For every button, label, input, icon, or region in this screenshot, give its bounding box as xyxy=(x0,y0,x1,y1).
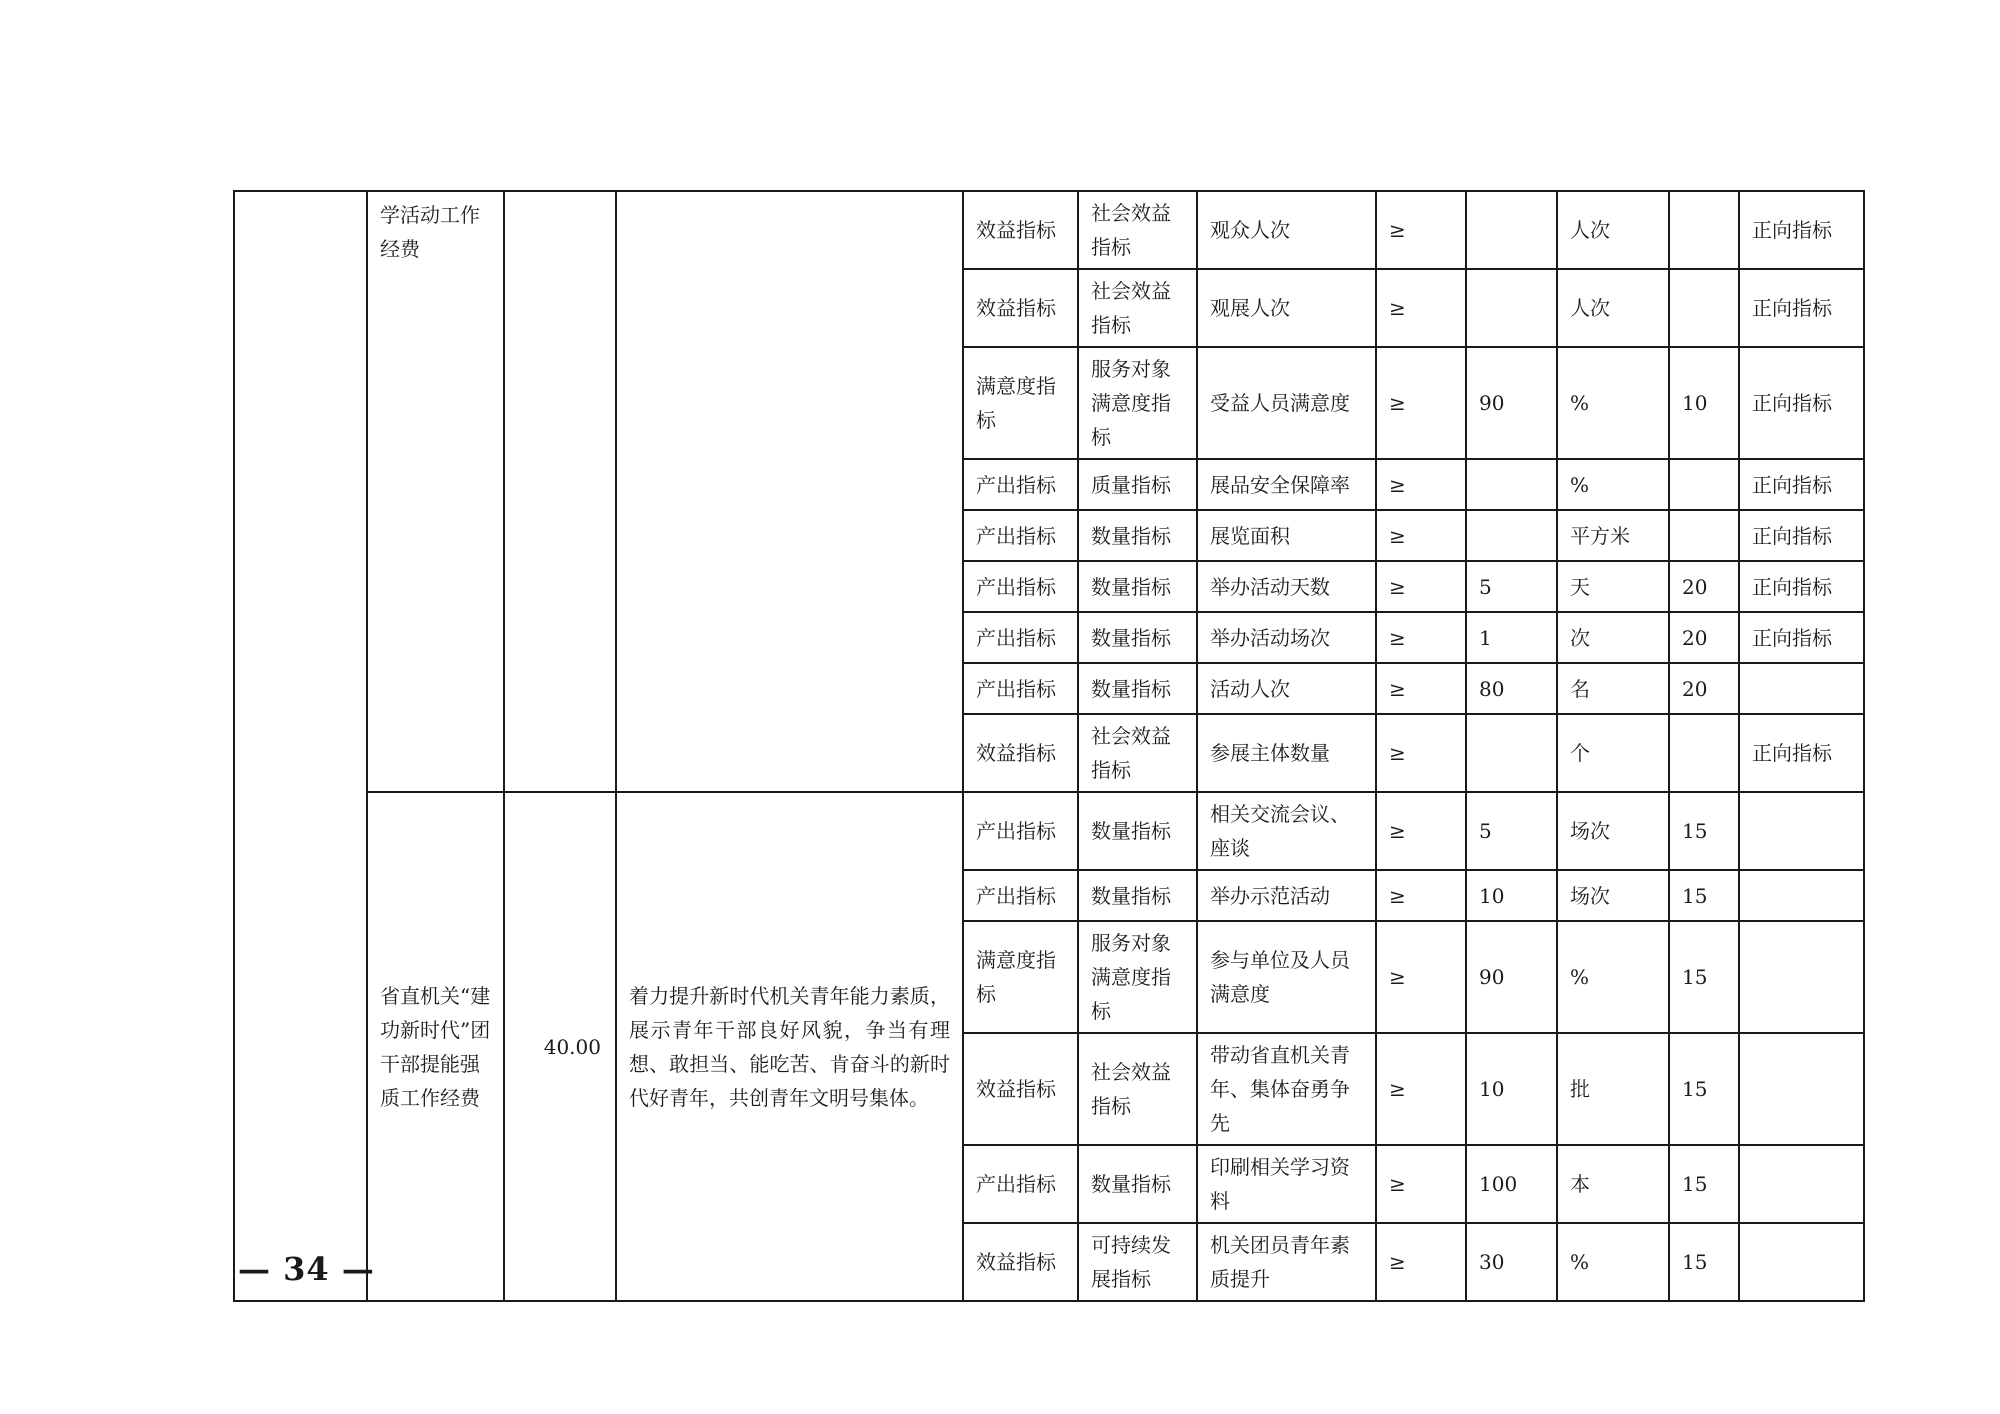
indicator-level2: 社会效益指标 xyxy=(1078,191,1197,269)
indicator-operator: ≥ xyxy=(1376,459,1466,510)
indicator-weight: 15 xyxy=(1669,1223,1739,1301)
indicator-level2: 数量指标 xyxy=(1078,663,1197,714)
indicator-name: 参与单位及人员满意度 xyxy=(1197,921,1376,1033)
indicator-level1: 效益指标 xyxy=(963,191,1078,269)
indicator-unit: % xyxy=(1557,459,1669,510)
indicator-level1: 产出指标 xyxy=(963,663,1078,714)
indicator-unit: 人次 xyxy=(1557,269,1669,347)
indicator-direction: 正向指标 xyxy=(1739,191,1864,269)
indicator-weight: 15 xyxy=(1669,1033,1739,1145)
indicator-weight xyxy=(1669,510,1739,561)
indicator-value: 10 xyxy=(1466,870,1557,921)
indicator-name: 举办活动场次 xyxy=(1197,612,1376,663)
indicator-unit: % xyxy=(1557,1223,1669,1301)
indicator-level1: 产出指标 xyxy=(963,792,1078,870)
indicator-name: 观众人次 xyxy=(1197,191,1376,269)
indicator-direction xyxy=(1739,921,1864,1033)
indicator-weight: 20 xyxy=(1669,663,1739,714)
indicator-weight: 15 xyxy=(1669,921,1739,1033)
table-row xyxy=(234,191,1864,269)
performance-indicator-table xyxy=(233,190,1865,1302)
indicator-name: 活动人次 xyxy=(1197,663,1376,714)
indicator-operator: ≥ xyxy=(1376,714,1466,792)
indicator-name: 受益人员满意度 xyxy=(1197,347,1376,459)
indicator-unit: 次 xyxy=(1557,612,1669,663)
indicator-unit: 本 xyxy=(1557,1145,1669,1223)
indicator-value: 90 xyxy=(1466,921,1557,1033)
indicator-level2: 数量指标 xyxy=(1078,612,1197,663)
indicator-operator: ≥ xyxy=(1376,1223,1466,1301)
indicator-level1: 产出指标 xyxy=(963,510,1078,561)
indicator-name: 展览面积 xyxy=(1197,510,1376,561)
project-amount: 40.00 xyxy=(504,792,616,1301)
indicator-operator: ≥ xyxy=(1376,870,1466,921)
indicator-weight xyxy=(1669,714,1739,792)
indicator-level2: 数量指标 xyxy=(1078,870,1197,921)
indicator-unit: 天 xyxy=(1557,561,1669,612)
indicator-direction: 正向指标 xyxy=(1739,612,1864,663)
project-goal: 着力提升新时代机关青年能力素质，展示青年干部良好风貌，争当有理想、敢担当、能吃苦、肯奋斗的新时代好青年，共创青年文明号集体。 xyxy=(616,792,963,1301)
indicator-value xyxy=(1466,510,1557,561)
indicator-operator: ≥ xyxy=(1376,792,1466,870)
indicator-direction xyxy=(1739,1223,1864,1301)
indicator-level2: 数量指标 xyxy=(1078,1145,1197,1223)
indicator-value xyxy=(1466,191,1557,269)
indicator-value: 1 xyxy=(1466,612,1557,663)
indicator-weight xyxy=(1669,459,1739,510)
indicator-value xyxy=(1466,714,1557,792)
indicator-unit: % xyxy=(1557,347,1669,459)
indicator-weight: 20 xyxy=(1669,612,1739,663)
indicator-weight: 20 xyxy=(1669,561,1739,612)
indicator-unit: 场次 xyxy=(1557,870,1669,921)
indicator-level2: 服务对象满意度指标 xyxy=(1078,347,1197,459)
indicator-level2: 社会效益指标 xyxy=(1078,714,1197,792)
indicator-level2: 社会效益指标 xyxy=(1078,1033,1197,1145)
indicator-name: 机关团员青年素质提升 xyxy=(1197,1223,1376,1301)
indicator-value xyxy=(1466,269,1557,347)
indicator-value: 90 xyxy=(1466,347,1557,459)
indicator-name: 观展人次 xyxy=(1197,269,1376,347)
indicator-name: 展品安全保障率 xyxy=(1197,459,1376,510)
indicator-level1: 产出指标 xyxy=(963,561,1078,612)
indicator-unit: 名 xyxy=(1557,663,1669,714)
indicator-direction: 正向指标 xyxy=(1739,510,1864,561)
indicator-direction xyxy=(1739,1033,1864,1145)
indicator-weight xyxy=(1669,191,1739,269)
indicator-operator: ≥ xyxy=(1376,269,1466,347)
indicator-value: 5 xyxy=(1466,792,1557,870)
indicator-operator: ≥ xyxy=(1376,1145,1466,1223)
indicator-level2: 可持续发展指标 xyxy=(1078,1223,1197,1301)
indicator-level1: 产出指标 xyxy=(963,870,1078,921)
indicator-name: 参展主体数量 xyxy=(1197,714,1376,792)
indicator-direction xyxy=(1739,663,1864,714)
indicator-level1: 效益指标 xyxy=(963,1223,1078,1301)
indicator-weight: 15 xyxy=(1669,792,1739,870)
indicator-direction: 正向指标 xyxy=(1739,561,1864,612)
indicator-unit: 个 xyxy=(1557,714,1669,792)
indicator-operator: ≥ xyxy=(1376,1033,1466,1145)
indicator-operator: ≥ xyxy=(1376,510,1466,561)
indicator-name: 举办示范活动 xyxy=(1197,870,1376,921)
department-cell xyxy=(234,191,367,1301)
indicator-unit: 批 xyxy=(1557,1033,1669,1145)
indicator-operator: ≥ xyxy=(1376,612,1466,663)
indicator-direction xyxy=(1739,1145,1864,1223)
indicator-name: 相关交流会议、座谈 xyxy=(1197,792,1376,870)
indicator-operator: ≥ xyxy=(1376,561,1466,612)
indicator-level1: 满意度指标 xyxy=(963,921,1078,1033)
indicator-level2: 数量指标 xyxy=(1078,561,1197,612)
indicator-weight: 15 xyxy=(1669,870,1739,921)
indicator-level1: 产出指标 xyxy=(963,612,1078,663)
indicator-name: 印刷相关学习资料 xyxy=(1197,1145,1376,1223)
indicator-value: 80 xyxy=(1466,663,1557,714)
indicator-level1: 效益指标 xyxy=(963,1033,1078,1145)
indicator-operator: ≥ xyxy=(1376,191,1466,269)
indicator-name: 举办活动天数 xyxy=(1197,561,1376,612)
indicator-level1: 产出指标 xyxy=(963,459,1078,510)
indicator-value: 10 xyxy=(1466,1033,1557,1145)
indicator-name: 带动省直机关青年、集体奋勇争先 xyxy=(1197,1033,1376,1145)
indicator-level1: 效益指标 xyxy=(963,714,1078,792)
table-row xyxy=(234,792,1864,870)
indicator-unit: 场次 xyxy=(1557,792,1669,870)
indicator-value: 30 xyxy=(1466,1223,1557,1301)
indicator-unit: 平方米 xyxy=(1557,510,1669,561)
indicator-direction: 正向指标 xyxy=(1739,459,1864,510)
indicator-level2: 服务对象满意度指标 xyxy=(1078,921,1197,1033)
indicator-direction xyxy=(1739,792,1864,870)
indicator-weight xyxy=(1669,269,1739,347)
indicator-value xyxy=(1466,459,1557,510)
indicator-level2: 数量指标 xyxy=(1078,792,1197,870)
indicator-weight: 10 xyxy=(1669,347,1739,459)
indicator-direction xyxy=(1739,870,1864,921)
indicator-unit: % xyxy=(1557,921,1669,1033)
page-number: — 34 — xyxy=(238,1250,375,1288)
indicator-direction: 正向指标 xyxy=(1739,269,1864,347)
project-goal xyxy=(616,191,963,792)
indicator-operator: ≥ xyxy=(1376,663,1466,714)
indicator-value: 100 xyxy=(1466,1145,1557,1223)
project-amount xyxy=(504,191,616,792)
indicator-operator: ≥ xyxy=(1376,347,1466,459)
indicator-value: 5 xyxy=(1466,561,1557,612)
indicator-level1: 满意度指标 xyxy=(963,347,1078,459)
indicator-direction: 正向指标 xyxy=(1739,347,1864,459)
project-name: 学活动工作经费 xyxy=(367,191,504,792)
indicator-unit: 人次 xyxy=(1557,191,1669,269)
indicator-level2: 社会效益指标 xyxy=(1078,269,1197,347)
indicator-direction: 正向指标 xyxy=(1739,714,1864,792)
indicator-level2: 数量指标 xyxy=(1078,510,1197,561)
indicator-level1: 产出指标 xyxy=(963,1145,1078,1223)
indicator-operator: ≥ xyxy=(1376,921,1466,1033)
indicator-weight: 15 xyxy=(1669,1145,1739,1223)
indicator-level1: 效益指标 xyxy=(963,269,1078,347)
indicator-level2: 质量指标 xyxy=(1078,459,1197,510)
project-name: 省直机关“建功新时代”团干部提能强质工作经费 xyxy=(367,792,504,1301)
